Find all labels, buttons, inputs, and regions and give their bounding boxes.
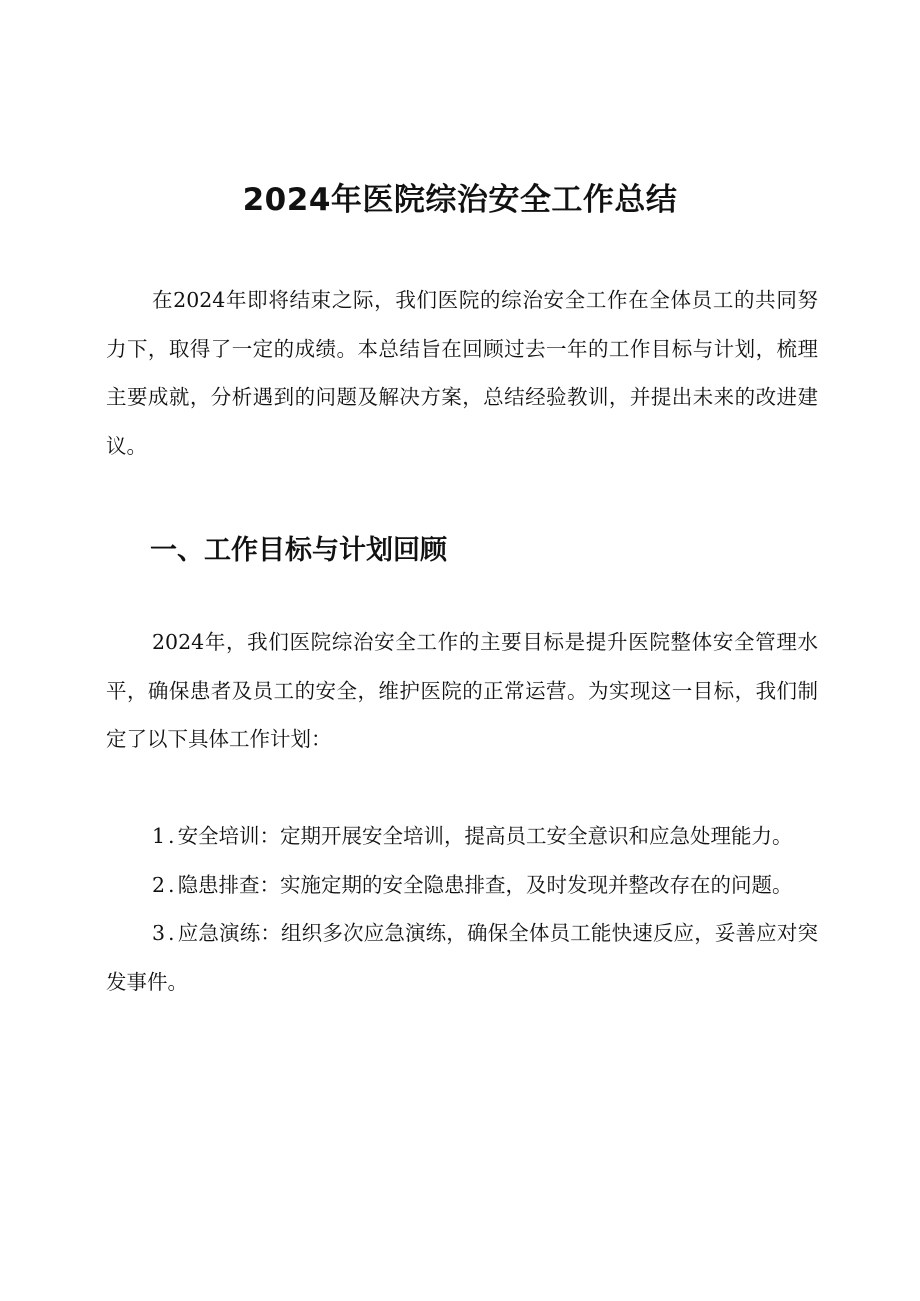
section-heading: 一、工作目标与计划回顾 (150, 535, 447, 566)
document-title: 2024年医院综治安全工作总结 (242, 182, 678, 218)
list-item (106, 909, 818, 1006)
list-item-number: 1. (152, 824, 178, 848)
list-item (106, 861, 818, 910)
list-item-text: 应急演练：组织多次应急演练，确保全体员工能快速反应，妥善应对突发事件。 (106, 921, 818, 994)
list-item-text: 安全培训：定期开展安全培训，提高员工安全意识和应急处理能力。 (177, 824, 793, 848)
list-item-number: 3. (152, 921, 178, 945)
list-item-number: 2. (152, 872, 178, 897)
section-paragraph: 2024年，我们医院综治安全工作的主要目标是提升医院整体安全管理水平，确保患者及员工的安全，维护医院的正常运营。为实现这一目标，我们制定了以下具体工作计划： (106, 630, 818, 751)
list-item-text: 隐患排查：实施定期的安全隐患排查，及时发现并整改存在的问题。 (177, 872, 793, 897)
list-item (106, 812, 818, 861)
intro-paragraph: 在2024年即将结束之际，我们医院的综治安全工作在全体员工的共同努力下，取得了一定的成绩。本总结旨在回顾过去一年的工作目标与计划，梳理主要成就，分析遇到的问题及解决方案，总结经验教训，并提出未来的改进建议。 (106, 288, 818, 458)
plan-list (106, 812, 818, 1006)
